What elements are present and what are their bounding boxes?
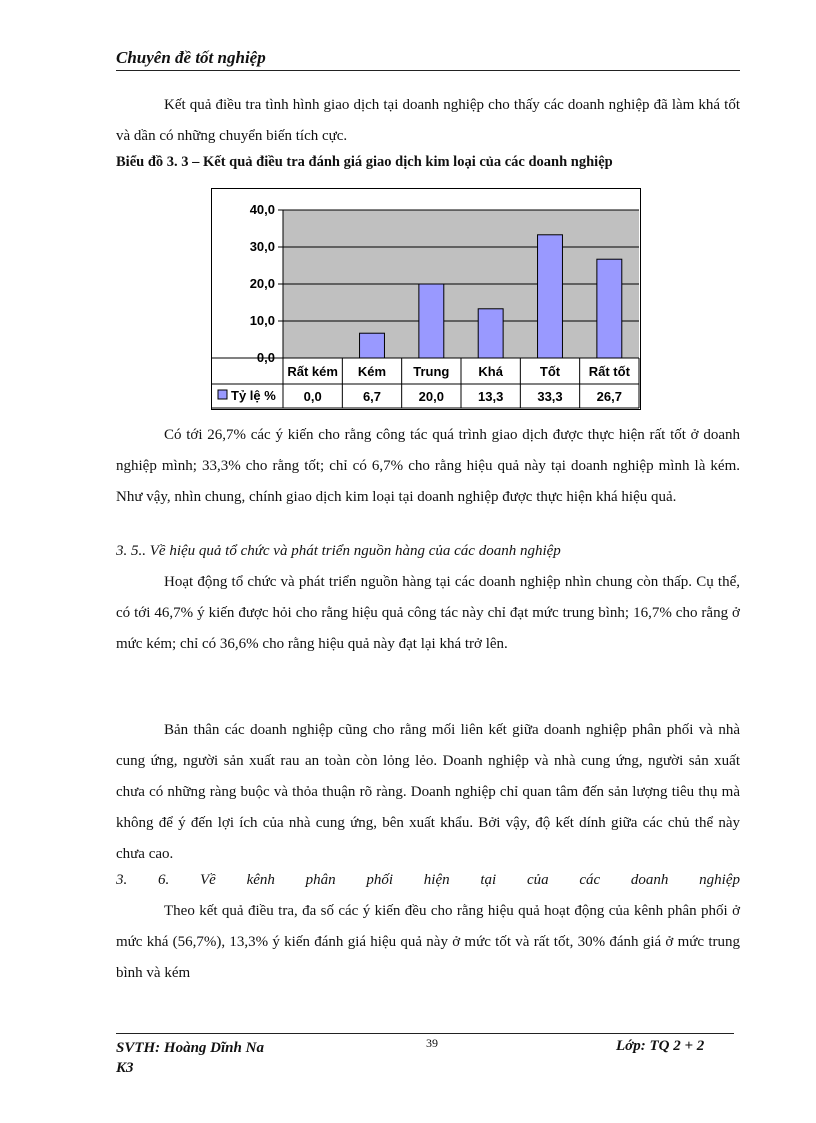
paragraph-sourcing: Hoạt động tổ chức và phát triển nguồn hàng tại các doanh nghiệp nhìn chung còn thấp. Cụ thể, có tới 46,7% ý kiến được hỏi cho rằng hiệu quả công tác này chỉ đạt mức trung bình; 16,7% cho rằng ở mức kém; chỉ có 36,6% cho rằng hiệu quả này đạt lại khá trở lên. xyxy=(116,574,740,652)
data-label: 26,7 xyxy=(596,389,622,404)
bar-chart xyxy=(211,188,641,410)
figure-caption: Biểu đồ 3. 3 – Kết quả điều tra đánh giá giao dịch kim loại của các doanh nghiệp xyxy=(116,154,613,170)
y-tick-label: 0,0 xyxy=(256,350,275,365)
data-label: 20,0 xyxy=(418,389,444,404)
chart-svg xyxy=(211,188,641,410)
category-label: Trung xyxy=(413,364,450,379)
footer-author-name: SVTH: Hoàng Dĩnh Na xyxy=(116,1040,264,1056)
category-label: Kém xyxy=(357,364,387,379)
page-header-title: Chuyên đề tốt nghiệp xyxy=(116,48,266,67)
paragraph-evaluation: Có tới 26,7% các ý kiến cho rằng công tác quá trình giao dịch được thực hiện rất tốt ở doanh nghiệp mình; 33,3% cho rằng tốt; chỉ có 6,7% cho rằng hiệu quả này tại doanh nghiệp mình là kém. Như vậy, nhìn chung, chính giao dịch kim loại tại doanh nghiệp được thực hiện khá hiệu quả. xyxy=(116,427,740,505)
bar-2 xyxy=(360,333,385,358)
y-tick-label: 40,0 xyxy=(249,202,275,217)
section-heading-3-5: 3. 5.. Về hiệu quả tổ chức và phát triển nguồn hàng của các doanh nghiệp xyxy=(116,543,561,559)
footer-cohort: K3 xyxy=(116,1060,134,1076)
bar-3 xyxy=(419,284,444,358)
intro-paragraph: Kết quả điều tra tình hình giao dịch tại doanh nghiệp cho thấy các doanh nghiệp đã làm khá tốt và dần có những chuyển biến tích cực. xyxy=(116,97,740,144)
footer-author xyxy=(116,1038,264,1078)
data-label: 13,3 xyxy=(478,389,504,404)
y-tick-label: 30,0 xyxy=(249,239,275,254)
legend-label: Tỷ lệ % xyxy=(231,388,276,403)
bar-6 xyxy=(597,259,622,358)
footer-divider xyxy=(116,1033,734,1034)
paragraph-linkage: Bản thân các doanh nghiệp cũng cho rằng mối liên kết giữa doanh nghiệp phân phối và nhà cung ứng, người sản xuất rau an toàn còn lỏng lẻo. Doanh nghiệp và nhà cung ứng, người sản xuất chưa có những ràng buộc và thỏa thuận rõ ràng. Doanh nghiệp chỉ quan tâm đến sản lượng tiêu thụ mà không để ý đến lợi ích của nhà cung ứng, bên xuất khẩu. Bởi vậy, độ kết dính giữa các chủ thể này chưa cao. xyxy=(116,722,740,862)
category-label: Khá xyxy=(478,364,503,379)
header-divider xyxy=(116,70,740,71)
y-tick-label: 20,0 xyxy=(249,276,275,291)
data-label: 6,7 xyxy=(362,389,382,404)
footer-class: Lớp: TQ 2 + 2 xyxy=(616,1038,705,1054)
y-tick-label: 10,0 xyxy=(249,313,275,328)
data-label: 0,0 xyxy=(303,389,322,404)
data-label: 33,3 xyxy=(537,389,563,404)
category-label: Rất kém xyxy=(287,364,338,379)
category-label: Rất tốt xyxy=(588,364,630,379)
legend-swatch xyxy=(218,390,227,399)
bar-5 xyxy=(538,235,563,358)
section-heading-3-6: 3. 6. Về kênh phân phối hiện tại của các doanh nghiệp xyxy=(116,872,740,888)
page-number: 39 xyxy=(426,1036,438,1050)
category-label: Tốt xyxy=(539,364,561,379)
bar-4 xyxy=(478,309,503,358)
paragraph-distribution: Theo kết quả điều tra, đa số các ý kiến đều cho rằng hiệu quả hoạt động của kênh phân phối ở mức khá (56,7%), 13,3% ý kiến đánh giá hiệu quả này ở mức tốt và rất tốt, 30% đánh giá ở mức trung bình và kém xyxy=(116,903,740,981)
